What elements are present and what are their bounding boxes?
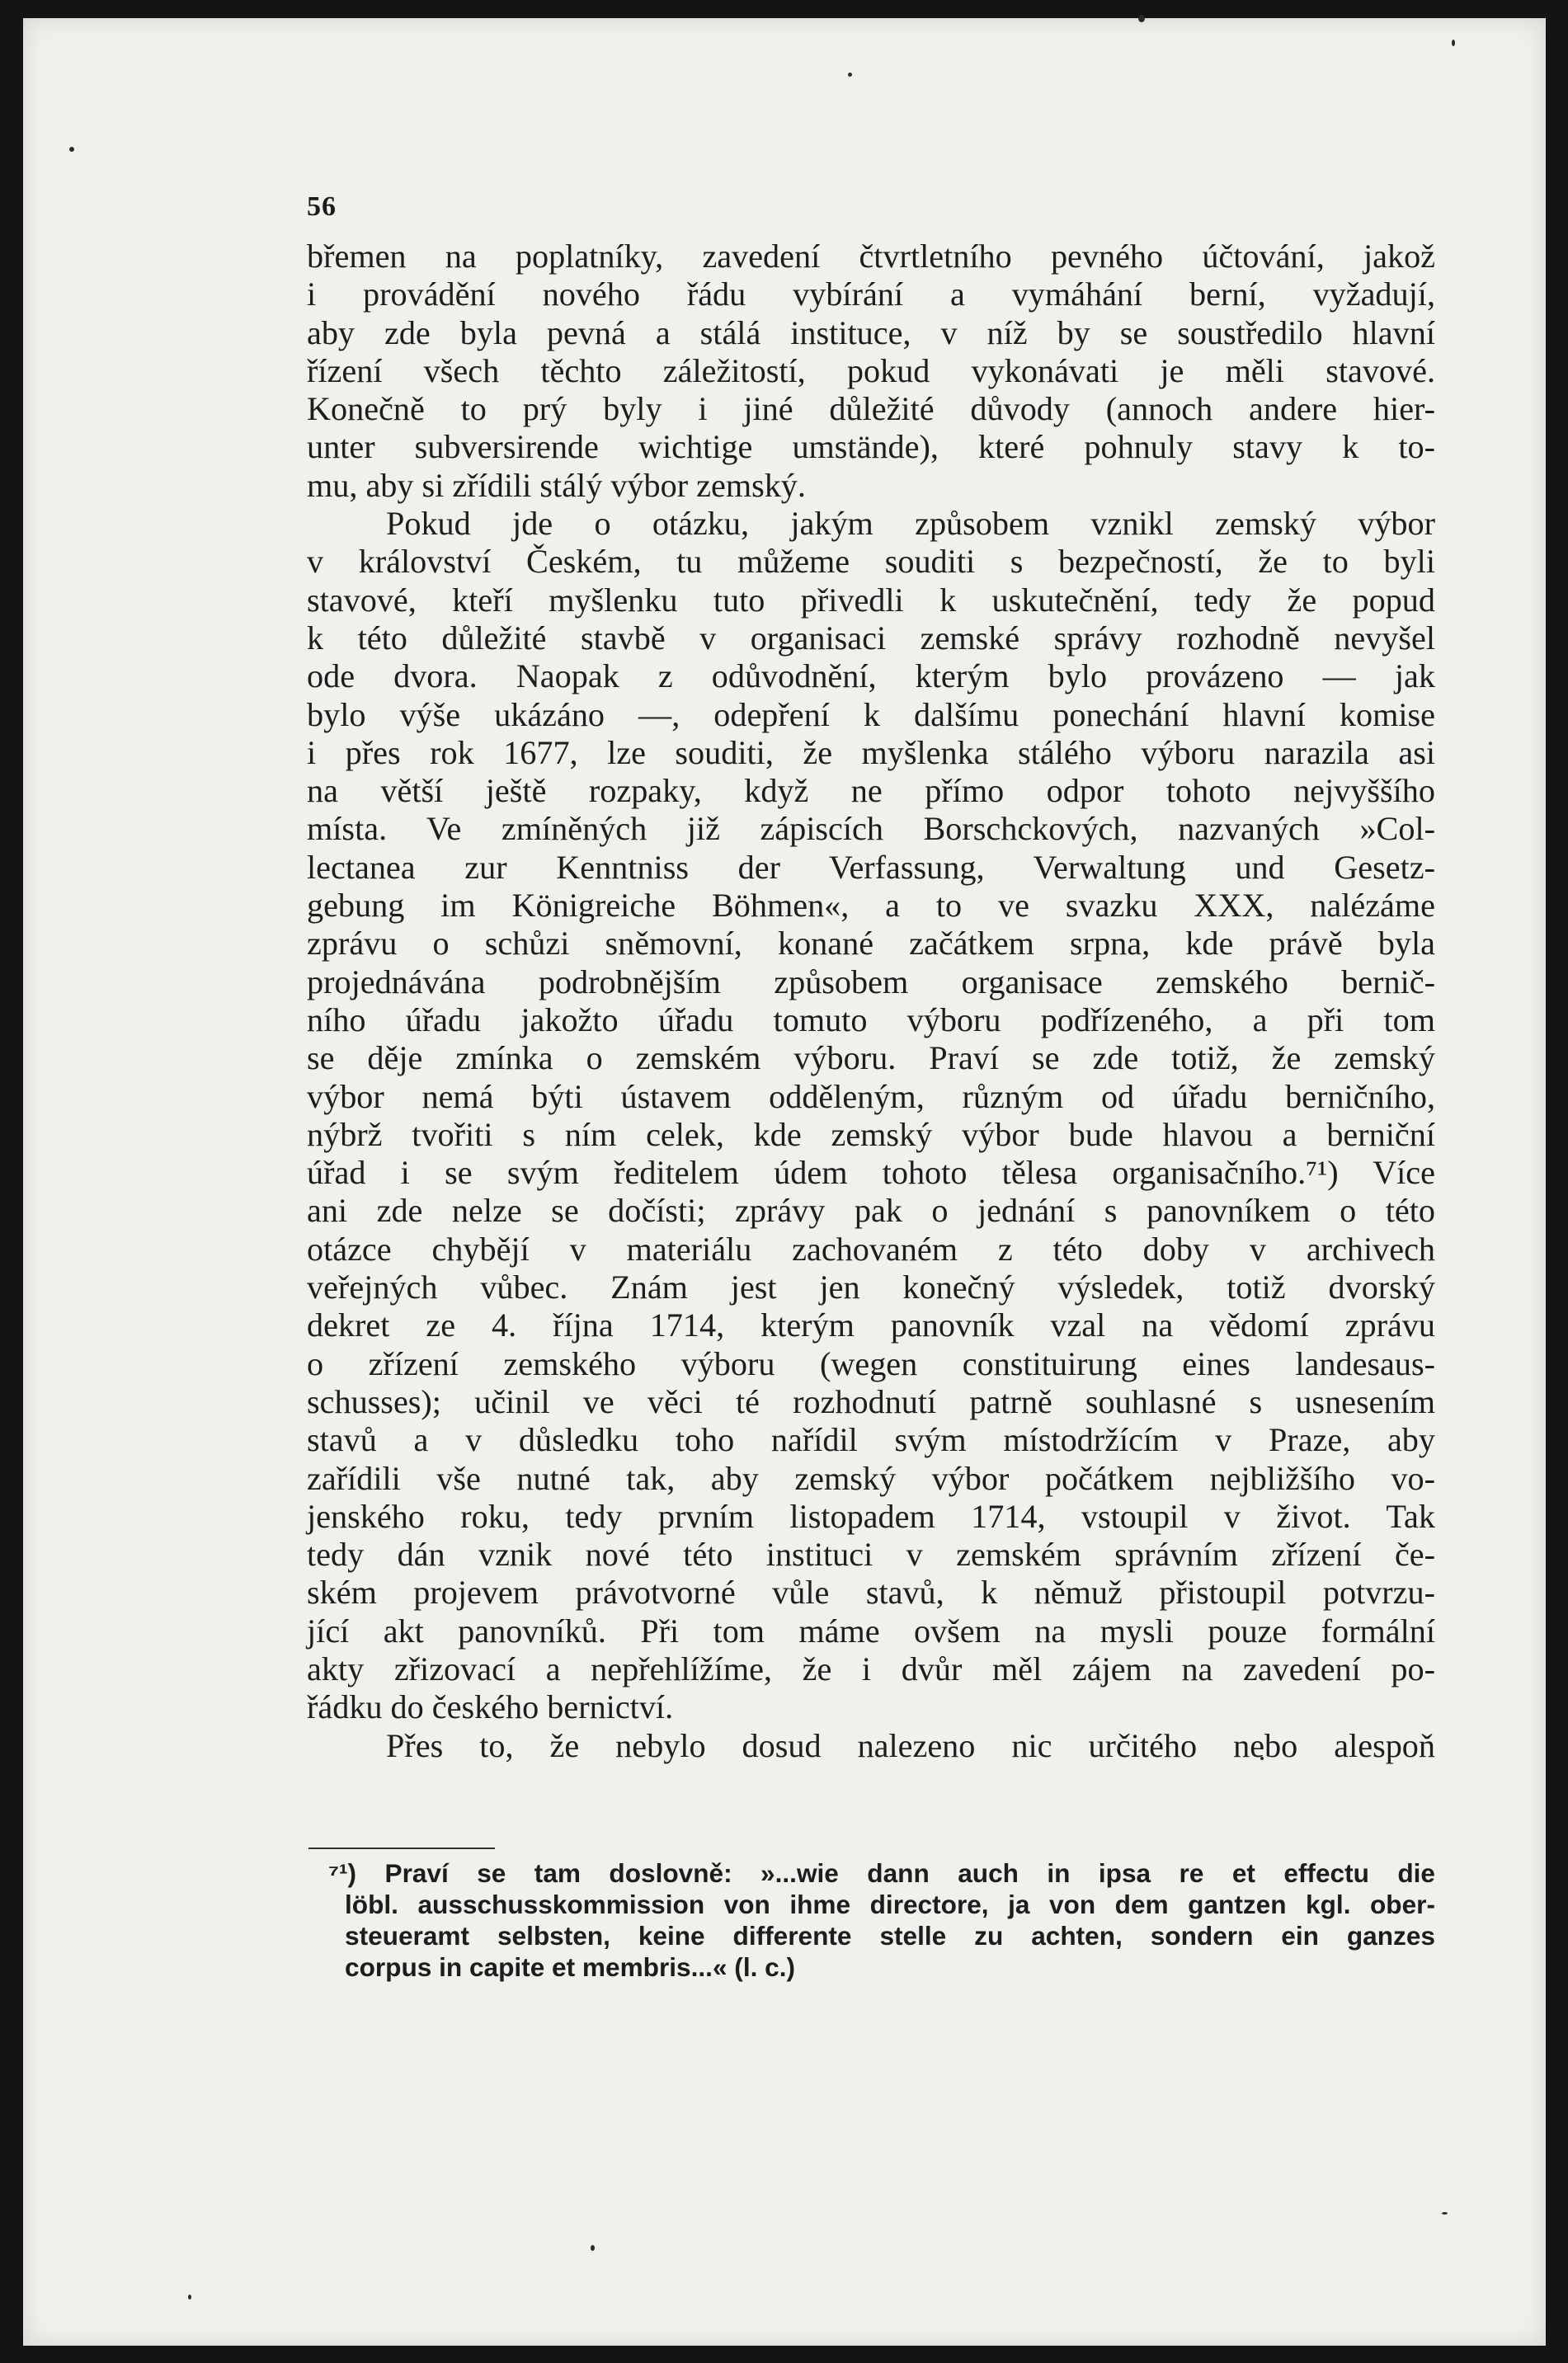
text-line: o zřízení zemského výboru (wegen constituirung eines landesaus-	[307, 1344, 1435, 1382]
text-line: břemen na poplatníky, zavedení čtvrtletního pevného účtování, jakož	[307, 238, 1435, 275]
scan-speck	[188, 2295, 191, 2299]
scan-speck	[1442, 2212, 1448, 2215]
text-line: i provádění nového řádu vybírání a vymáhání berní, vyžadují,	[307, 275, 1435, 313]
text-line: veřejných vůbec. Znám jest jen konečný výsledek, totiž dvorský	[307, 1269, 1435, 1306]
scan-speck	[848, 73, 852, 77]
footnote-line: corpus in capite et membris...« (l. c.)	[345, 1952, 796, 1982]
paragraph-start-line: Pokud jde o otázku, jakým způsobem vznikl zemský výbor	[386, 505, 1435, 543]
text-line: jenského roku, tedy prvním listopadem 1714, vstoupil v život. Tak	[307, 1497, 1435, 1535]
text-line: se děje zmínka o zemském výboru. Praví se zde totiž, že zemský	[307, 1039, 1435, 1077]
text-line: tedy dán vznik nové této instituci v zemském správním zřízení če-	[307, 1536, 1435, 1574]
text-line: i přes rok 1677, lze souditi, že myšlenka stálého výboru narazila asi	[307, 733, 1435, 771]
text-line: stavů a v důsledku toho nařídil svým místodržícím v Praze, aby	[307, 1421, 1435, 1459]
text-line: jící akt panovníků. Při tom máme ovšem na mysli pouze formální	[307, 1612, 1435, 1650]
footnote-line: löbl. ausschusskommission von ihme directore, ja von dem gantzen kgl. ober-	[345, 1890, 1435, 1919]
text-line: Konečně to prý byly i jiné důležité důvody (annoch andere hier-	[307, 390, 1435, 428]
text-line: mu, aby si zřídili stálý výbor zemský.	[307, 466, 806, 504]
text-line: na větší ještě rozpaky, když ne přímo odpor tohoto nejvyššího	[307, 772, 1435, 810]
footnote	[328, 1857, 1435, 1983]
text-line: akty zřizovací a nepřehlížíme, že i dvůr měl zájem na zavedení po-	[307, 1650, 1435, 1688]
text-line: řízení všech těchto záležitostí, pokud vykonávati je měli stavové.	[307, 351, 1435, 389]
text-line: ani zde nelze se dočísti; zprávy pak o jednání s panovníkem o této	[307, 1192, 1435, 1230]
text-line: dekret ze 4. října 1714, kterým panovník vzal na vědomí zprávu	[307, 1306, 1435, 1344]
text-line: lectanea zur Kenntniss der Verfassung, Verwaltung und Gesetz-	[307, 848, 1435, 886]
text-line: otázce chybějí v materiálu zachovaném z této doby v archivech	[307, 1230, 1435, 1268]
text-line: zařídili vše nutné tak, aby zemský výbor počátkem nejbližšího vo-	[307, 1459, 1435, 1497]
text-line: schusses); učinil ve věci té rozhodnutí patrně souhlasné s usnesením	[307, 1382, 1435, 1420]
paragraph-start-line: Přes to, že nebylo dosud nalezeno nic určitého nebo alespoň	[386, 1726, 1435, 1764]
footnote-line: steueramt selbsten, keine differente stelle zu achten, sondern ein ganzes	[345, 1921, 1435, 1951]
scan-speck	[591, 2245, 595, 2251]
text-line: v království Českém, tu můžeme souditi s bezpečností, že to byli	[307, 543, 1435, 581]
text-line: stavové, kteří myšlenku tuto přivedli k uskutečnění, tedy že popud	[307, 581, 1435, 619]
text-line: ode dvora. Naopak z odůvodnění, kterým bylo provázeno — jak	[307, 657, 1435, 695]
page-number: 56	[307, 191, 337, 222]
scan-speck	[1452, 40, 1455, 46]
text-line: unter subversirende wichtige umstände), které pohnuly stavy k to-	[307, 428, 1435, 466]
text-line: gebung im Königreiche Böhmen«, a to ve svazku XXX, nalézáme	[307, 887, 1435, 925]
text-line: místa. Ve zmíněných již zápiscích Borschckových, nazvaných »Col-	[307, 810, 1435, 848]
text-line: zprávu o schůzi sněmovní, konané začátkem srpna, kde právě byla	[307, 925, 1435, 963]
text-line: aby zde byla pevná a stálá instituce, v níž by se soustředilo hlavní	[307, 313, 1435, 351]
text-line: projednávána podrobnějším způsobem organisace zemského bernič-	[307, 963, 1435, 1000]
text-line: ního úřadu jakožto úřadu tomuto výboru podřízeného, a při tom	[307, 1000, 1435, 1038]
text-line: nýbrž tvořiti s ním celek, kde zemský výbor bude hlavou a berniční	[307, 1115, 1435, 1153]
body-text	[307, 238, 1435, 1765]
footnote-line: ⁷¹) Praví se tam doslovně: »...wie dann auch in ipsa re et effectu die	[328, 1858, 1435, 1888]
scan-speck	[1138, 15, 1145, 22]
text-line: výbor nemá býti ústavem odděleným, různým od úřadu berničního,	[307, 1077, 1435, 1115]
text-line: řádku do českého bernictví.	[307, 1688, 674, 1726]
footnote-divider	[308, 1848, 495, 1849]
text-line-with-footnote-ref: úřad i se svým ředitelem údem tohoto tělesa organisačního.⁷¹) Více	[307, 1154, 1435, 1192]
scan-speck	[69, 147, 74, 152]
text-line: k této důležité stavbě v organisaci zemské správy rozhodně nevyšel	[307, 619, 1435, 657]
text-line: ském projevem právotvorné vůle stavů, k němuž přistoupil potvrzu-	[307, 1574, 1435, 1612]
text-line: bylo výše ukázáno —, odepření k dalšímu ponechání hlavní komise	[307, 695, 1435, 733]
